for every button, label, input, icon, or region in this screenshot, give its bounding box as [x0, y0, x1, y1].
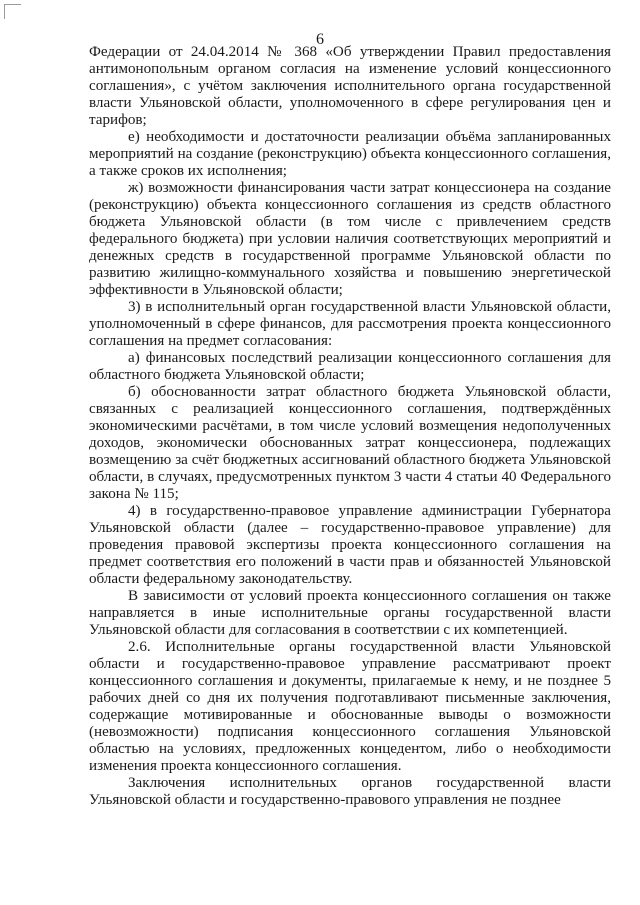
paragraph-section-2-6: 2.6. Исполнительные органы государственной власти Ульяновской области и государственно-правовое управление рассматривают проект концессионного соглашения и документы, прилагаемые к нему, и не позднее 5 рабочих дней со дня их получения подготавливают письменные заключения, содержащие мотивированные и обоснованные выводы о возможности (невозможности) подписания концессионного соглашения Ульяновской областью на условиях, предложенных концедентом, либо о необходимости изменения проекта концессионного соглашения.: [89, 639, 611, 774]
paragraph-other-bodies: В зависимости от условий проекта концессионного соглашения он также направляется в иные исполнительные органы государственной власти Ульяновской области для согласования в соответствии с их компетенцией.: [89, 588, 611, 638]
document-body: [89, 44, 611, 809]
paragraph-item-b: б) обоснованности затрат областного бюджета Ульяновской области, связанных с реализацией концессионного соглашения, подтверждённых экономическими расчётами, в том числе условий возмещения недополученных доходов, экономически обоснованных затрат концессионера, подлежащих возмещению за счёт бюджетных ассигнований областного бюджета Ульяновской области, в случаях, предусмотренных пунктом 3 части 4 статьи 40 Федерального закона № 115;: [89, 384, 611, 502]
scan-corner-mark: [4, 4, 21, 19]
paragraph-item-a: а) финансовых последствий реализации концессионного соглашения для областного бюджета Ульяновской области;: [89, 350, 611, 383]
paragraph-conclusions: Заключения исполнительных органов государственной власти Ульяновской области и государственно-правового управления не позднее: [89, 775, 611, 808]
paragraph-federation-decree: Федерации от 24.04.2014 № 368 «Об утверждении Правил предоставления антимонопольным органом согласия на изменение условий концессионного соглашения», с учётом заключения исполнительного органа государственной власти Ульяновской области, уполномоченного в сфере регулирования цен и тарифов;: [89, 44, 611, 128]
page-number: 6: [316, 31, 324, 48]
paragraph-item-4: 4) в государственно-правовое управление администрации Губернатора Ульяновской области (далее – государственно-правовое управление) для проведения правовой экспертизы проекта концессионного соглашения на предмет соответствия его положений в части прав и обязанностей Ульяновской области федеральному законодательству.: [89, 503, 611, 587]
paragraph-item-e: е) необходимости и достаточности реализации объёма запланированных мероприятий на создание (реконструкцию) объекта концессионного соглашения, а также сроков их исполнения;: [89, 129, 611, 179]
paragraph-item-zh: ж) возможности финансирования части затрат концессионера на создание (реконструкцию) объекта концессионного соглашения из средств областного бюджета Ульяновской области (в том числе с привлечением средств федерального бюджета) при условии наличия соответствующих мероприятий и денежных средств в государственной программе Ульяновской области по развитию жилищно-коммунального хозяйства и повышению энергетической эффективности в Ульяновской области;: [89, 180, 611, 298]
paragraph-item-3: 3) в исполнительный орган государственной власти Ульяновской области, уполномоченный в сфере финансов, для рассмотрения проекта концессионного соглашения на предмет согласования:: [89, 299, 611, 349]
